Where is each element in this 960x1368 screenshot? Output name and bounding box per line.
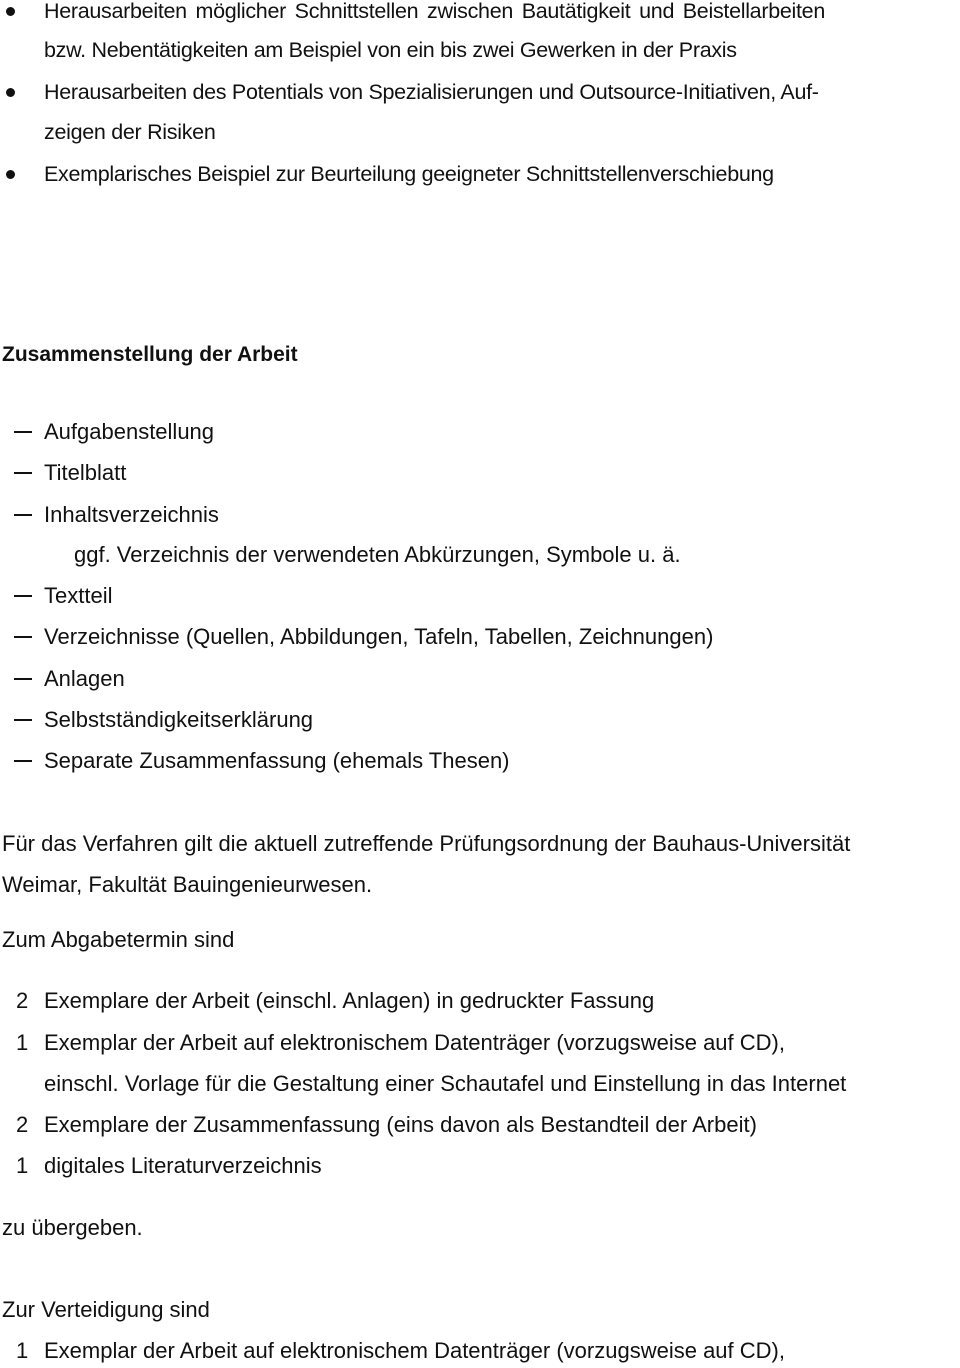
structure-item: Inhaltsverzeichnis [44,502,219,527]
bullet-text: Herausarbeiten möglicher Schnittstellen zwischen Bautätigkeit und Beistellarbeiten [44,0,825,23]
defense-intro: Zur Verteidigung sind [2,1297,210,1322]
item-count: 2 [16,1112,29,1137]
submission-intro: Zum Abgabetermin sind [2,927,235,952]
item-text: einschl. Vorlage für die Gestaltung einer Schautafel und Einstellung in das Internet [44,1071,847,1096]
item-text: Exemplare der Arbeit (einschl. Anlagen) in gedruckter Fassung [44,988,655,1013]
structure-item: Aufgabenstellung [44,419,215,444]
dash-icon [14,595,32,597]
submission-outro: zu übergeben. [2,1215,143,1240]
dash-icon [14,472,32,474]
paragraph-line: Weimar, Fakultät Bauingenieurwesen. [2,872,373,897]
dash-icon [14,719,32,721]
structure-item: Separate Zusammenfassung (ehemals Thesen) [44,748,510,773]
item-text: Exemplar der Arbeit auf elektronischem Datenträger (vorzugsweise auf CD), [44,1030,785,1055]
dash-icon [14,760,32,762]
bullet-text: zeigen der Risiken [44,120,216,144]
item-text: Exemplare der Zusammenfassung (eins davon als Bestandteil der Arbeit) [44,1112,757,1137]
item-count: 2 [16,988,29,1013]
structure-item: Selbstständigkeitserklärung [44,707,314,732]
item-count: 1 [16,1338,29,1363]
bullet-text: bzw. Nebentätigkeiten am Beispiel von ein bis zwei Gewerken in der Praxis [44,38,737,62]
bullet-text: Herausarbeiten des Potentials von Spezialisierungen und Outsource-Initiativen, Auf- [44,80,819,104]
bullet-icon [6,7,15,16]
dash-icon [14,636,32,638]
dash-icon [14,431,32,433]
section-heading: Zusammenstellung der Arbeit [2,343,298,366]
dash-icon [14,678,32,680]
bullet-icon [6,170,15,179]
structure-item: Titelblatt [44,460,127,485]
dash-icon [14,514,32,516]
item-count: 1 [16,1153,29,1178]
bullet-text: Exemplarisches Beispiel zur Beurteilung geeigneter Schnittstellenverschiebung [44,162,774,186]
item-count: 1 [16,1030,29,1055]
structure-subitem: ggf. Verzeichnis der verwendeten Abkürzungen, Symbole u. ä. [74,542,681,567]
paragraph-line: Für das Verfahren gilt die aktuell zutreffende Prüfungsordnung der Bauhaus-Universität [2,831,851,856]
bullet-icon [6,88,15,97]
structure-item: Verzeichnisse (Quellen, Abbildungen, Tafeln, Tabellen, Zeichnungen) [44,624,714,649]
structure-item: Textteil [44,583,113,608]
structure-item: Anlagen [44,666,125,691]
item-text: digitales Literaturverzeichnis [44,1153,322,1178]
item-text: Exemplar der Arbeit auf elektronischem Datenträger (vorzugsweise auf CD), [44,1338,785,1363]
